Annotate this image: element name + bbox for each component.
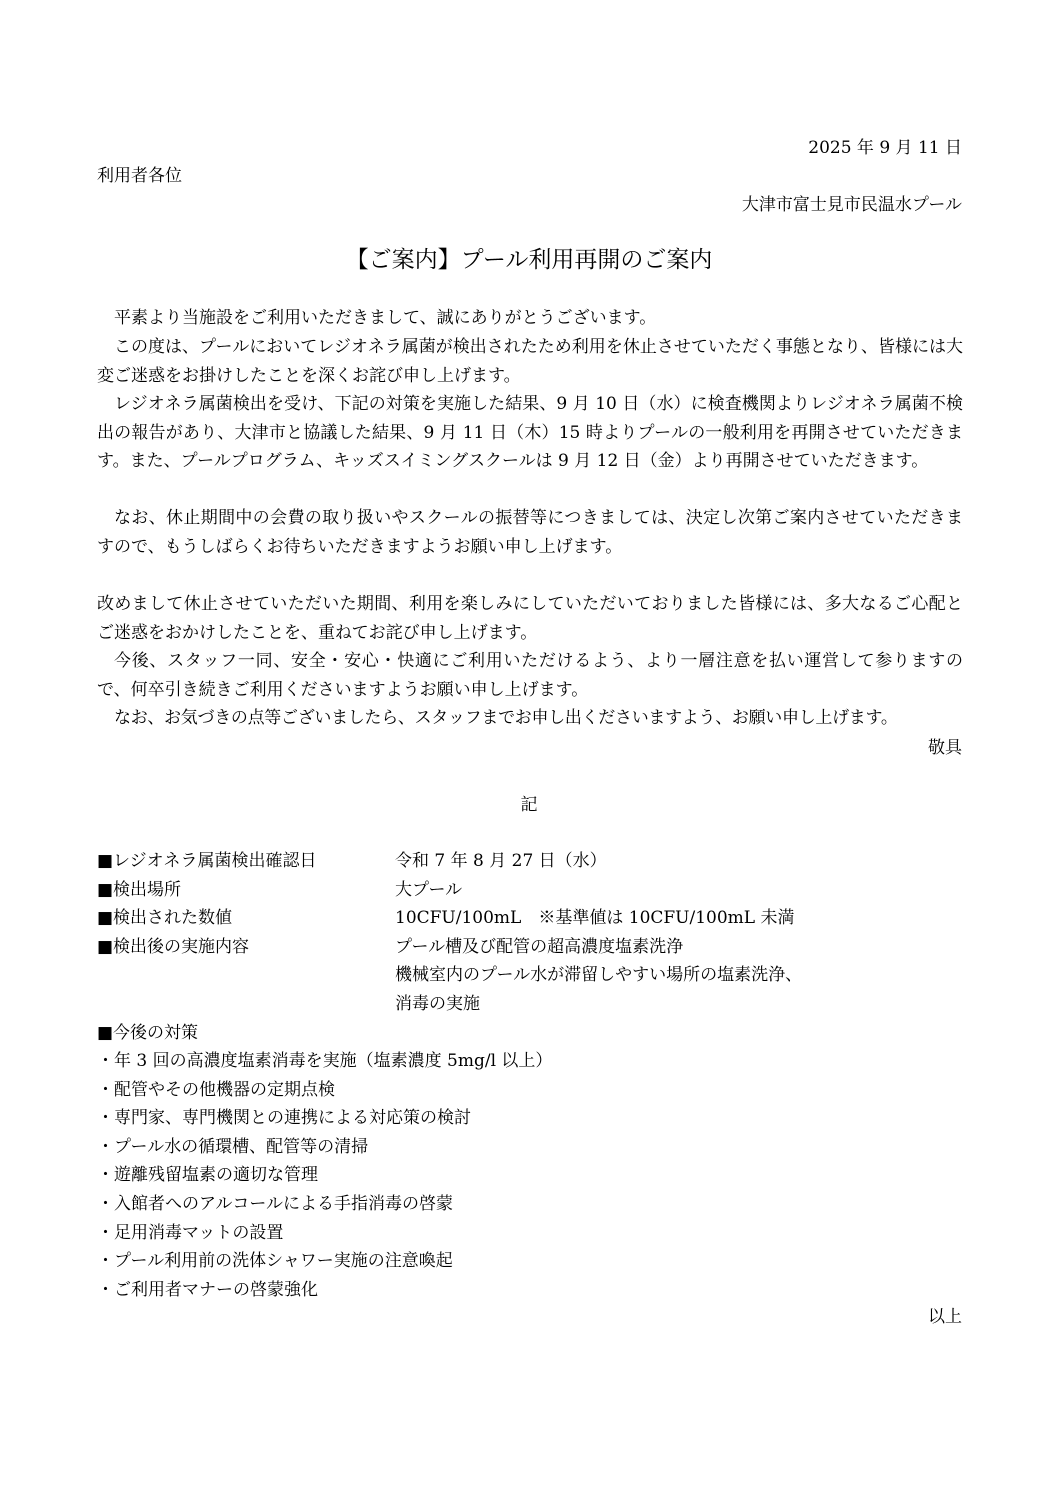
ki-heading: 記 xyxy=(520,795,538,815)
detail-value: 令和 7 年 8 月 27 日（水） xyxy=(395,851,607,871)
list-item: ・プール水の循環槽、配管等の清掃 xyxy=(97,1136,369,1157)
detail-count xyxy=(97,903,963,931)
paragraph-fees: なお、休止期間中の会費の取り扱いやスクールの振替等につきましては、決定し次第ご案内させていただきますので、もうしばらくお待ちいただきますようお願い申し上げます。 xyxy=(97,508,963,557)
detail-value: プール槽及び配管の超高濃度塩素洗浄 xyxy=(395,937,684,957)
detail-label: ■検出された数値 xyxy=(97,908,233,928)
recipient: 利用者各位 xyxy=(97,166,182,186)
detail-actions xyxy=(97,932,963,960)
detail-label: ■検出場所 xyxy=(97,880,182,900)
paragraph-feedback: なお、お気づきの点等ございましたら、スタッフまでお申し出くださいますよう、お願い申し上げます。 xyxy=(114,708,898,728)
detail-confirm-date xyxy=(97,846,963,874)
measures-heading: ■今後の対策 xyxy=(97,1023,199,1043)
document-title: 【ご案内】プール利用再開のご案内 xyxy=(345,247,713,273)
detail-location xyxy=(97,875,963,903)
list-item: ・専門家、専門機関との連携による対応策の検討 xyxy=(97,1108,471,1129)
paragraph-future: 今後、スタッフ一同、安全・安心・快適にご利用いただけるよう、より一層注意を払い運営して参りますので、何卒引き続きご利用くださいますようお願い申し上げます。 xyxy=(97,651,963,700)
detail-value: 大プール xyxy=(395,880,463,900)
list-item: ・プール利用前の洗体シャワー実施の注意喚起 xyxy=(97,1251,453,1272)
detail-label: ■レジオネラ属菌検出確認日 xyxy=(97,851,317,871)
paragraph-apology-again: 改めまして休止させていただいた期間、利用を楽しみにしていただいておりました皆様には、多大なるご心配とご迷惑をおかけしたことを、重ねてお詫び申し上げます。 xyxy=(97,594,963,643)
paragraph-reopening: レジオネラ属菌検出を受け、下記の対策を実施した結果、9 月 10 日（水）に検査機関よりレジオネラ属菌不検出の報告があり、大津市と協議した結果、9 月 11 日（木）15 時よりプールの一般利用を再開させていただきます。また、プールプログラム、キッズスイミングスクールは 9 月 12 日（金）より再開させていただきます。 xyxy=(97,394,963,472)
detail-actions-cont xyxy=(97,989,963,1017)
ending-ijo: 以上 xyxy=(928,1307,962,1327)
detail-value: 10CFU/100mL ※基準値は 10CFU/100mL 未満 xyxy=(395,908,795,928)
detail-actions-cont xyxy=(97,960,963,988)
list-item: ・遊離残留塩素の適切な管理 xyxy=(97,1165,318,1186)
paragraph-greeting: 平素より当施設をご利用いただきまして、誠にありがとうございます。 xyxy=(114,308,657,328)
paragraph-apology: この度は、プールにおいてレジオネラ属菌が検出されたため利用を休止させていただく事態となり、皆様には大変ご迷惑をお掛けしたことを深くお詫び申し上げます。 xyxy=(97,337,963,386)
detail-value: 機械室内のプール水が滞留しやすい場所の塩素洗浄、 xyxy=(395,965,803,985)
detail-label: ■検出後の実施内容 xyxy=(97,937,250,957)
detail-value: 消毒の実施 xyxy=(395,994,480,1014)
closing-keigu: 敬具 xyxy=(928,738,962,758)
measures-list xyxy=(97,1047,552,1304)
document-date: 2025 年 9 月 11 日 xyxy=(808,138,962,158)
list-item: ・足用消毒マットの設置 xyxy=(97,1222,284,1243)
sender: 大津市富士見市民温水プール xyxy=(741,195,962,215)
list-item: ・配管やその他機器の定期点検 xyxy=(97,1079,335,1100)
list-item: ・年 3 回の高濃度塩素消毒を実施（塩素濃度 5mg/l 以上） xyxy=(97,1051,553,1071)
list-item: ・入館者へのアルコールによる手指消毒の啓蒙 xyxy=(97,1193,453,1214)
list-item: ・ご利用者マナーの啓蒙強化 xyxy=(97,1279,318,1300)
